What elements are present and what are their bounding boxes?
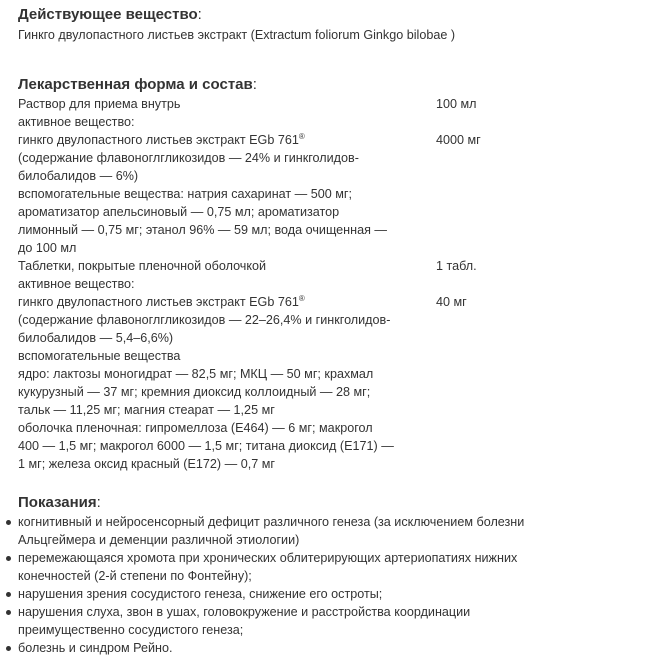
solution-title: Раствор для приема внутрь [18, 97, 181, 111]
active-substance-text: Гинкго двулопастного листьев экстракт (Extractum foliorum Ginkgo bilobae ) [18, 28, 456, 42]
bullet-icon [6, 520, 11, 525]
solution-excipients-line: до 100 мл [18, 241, 77, 255]
tablets-coating-line: 400 — 1,5 мг; макрогол 6000 — 1,5 мг; титана диоксид (Е171) — [18, 439, 394, 453]
composition-heading: Лекарственная форма и состав: [18, 76, 257, 93]
solution-excipients-line: ароматизатор апельсиновый — 0,75 мл; ароматизатор [18, 205, 340, 219]
indications-heading: Показания: [18, 494, 101, 511]
bullet-icon [6, 646, 11, 651]
indication-item: конечностей (2-й степени по Фонтейну); [18, 569, 252, 583]
bullet-icon [6, 592, 11, 597]
tablets-core-line: ядро: лактозы моногидрат — 82,5 мг; МКЦ — 50 мг; крахмал [18, 367, 374, 381]
tablets-coating-line: 1 мг; железа оксид красный (Е172) — 0,7 мг [18, 457, 275, 471]
indication-item: болезнь и синдром Рейно. [18, 641, 173, 655]
tablets-core-line: тальк — 11,25 мг; магния стеарат — 1,25 мг [18, 403, 275, 417]
tablets-active-label: активное вещество: [18, 277, 135, 291]
solution-extract-value: 4000 мг [436, 133, 481, 147]
solution-title-value: 100 мл [436, 97, 477, 111]
solution-content-line: (содержание флавоноглгликозидов — 24% и гинкголидов- [18, 151, 359, 165]
tablets-core-line: кукурузный — 37 мг; кремния диоксид коллоидный — 28 мг; [18, 385, 371, 399]
bullet-icon [6, 556, 11, 561]
tablets-extract: гинкго двулопастного листьев экстракт EGb 761® [18, 294, 305, 309]
indication-item: перемежающаяся хромота при хронических облитерирующих артериопатиях нижних [18, 551, 518, 565]
indication-item: нарушения зрения сосудистого генеза, снижение его остроты; [18, 587, 383, 601]
indication-item: нарушения слуха, звон в ушах, головокружение и расстройства координации [18, 605, 471, 619]
solution-active-label: активное вещество: [18, 115, 135, 129]
solution-excipients-line: вспомогательные вещества: натрия сахаринат — 500 мг; [18, 187, 353, 201]
tablets-content-line: билобалидов — 5,4–6,6%) [18, 331, 174, 345]
active-substance-heading: Действующее вещество: [18, 6, 202, 23]
indication-item: Альцгеймера и деменции различной этиологии) [18, 533, 300, 547]
tablets-extract-value: 40 мг [436, 295, 467, 309]
tablets-content-line: (содержание флавоноглгликозидов — 22–26,4% и гинкголидов- [18, 313, 391, 327]
indication-item: преимущественно сосудистого генеза; [18, 623, 244, 637]
tablets-title: Таблетки, покрытые пленочной оболочкой [18, 259, 267, 273]
solution-excipients-line: лимонный — 0,75 мг; этанол 96% — 59 мл; вода очищенная — [18, 223, 388, 237]
indication-item: когнитивный и нейросенсорный дефицит различного генеза (за исключением болезни [18, 515, 525, 529]
solution-content-line: билобалидов — 6%) [18, 169, 139, 183]
registered-mark: ® [298, 132, 305, 141]
solution-extract: гинкго двулопастного листьев экстракт EGb 761® [18, 132, 305, 147]
tablets-coating-line: оболочка пленочная: гипромеллоза (Е464) — 6 мг; макрогол [18, 421, 373, 435]
bullet-icon [6, 610, 11, 615]
tablets-excipients-label: вспомогательные вещества [18, 349, 181, 363]
registered-mark: ® [298, 294, 305, 303]
tablets-title-value: 1 табл. [436, 259, 477, 273]
